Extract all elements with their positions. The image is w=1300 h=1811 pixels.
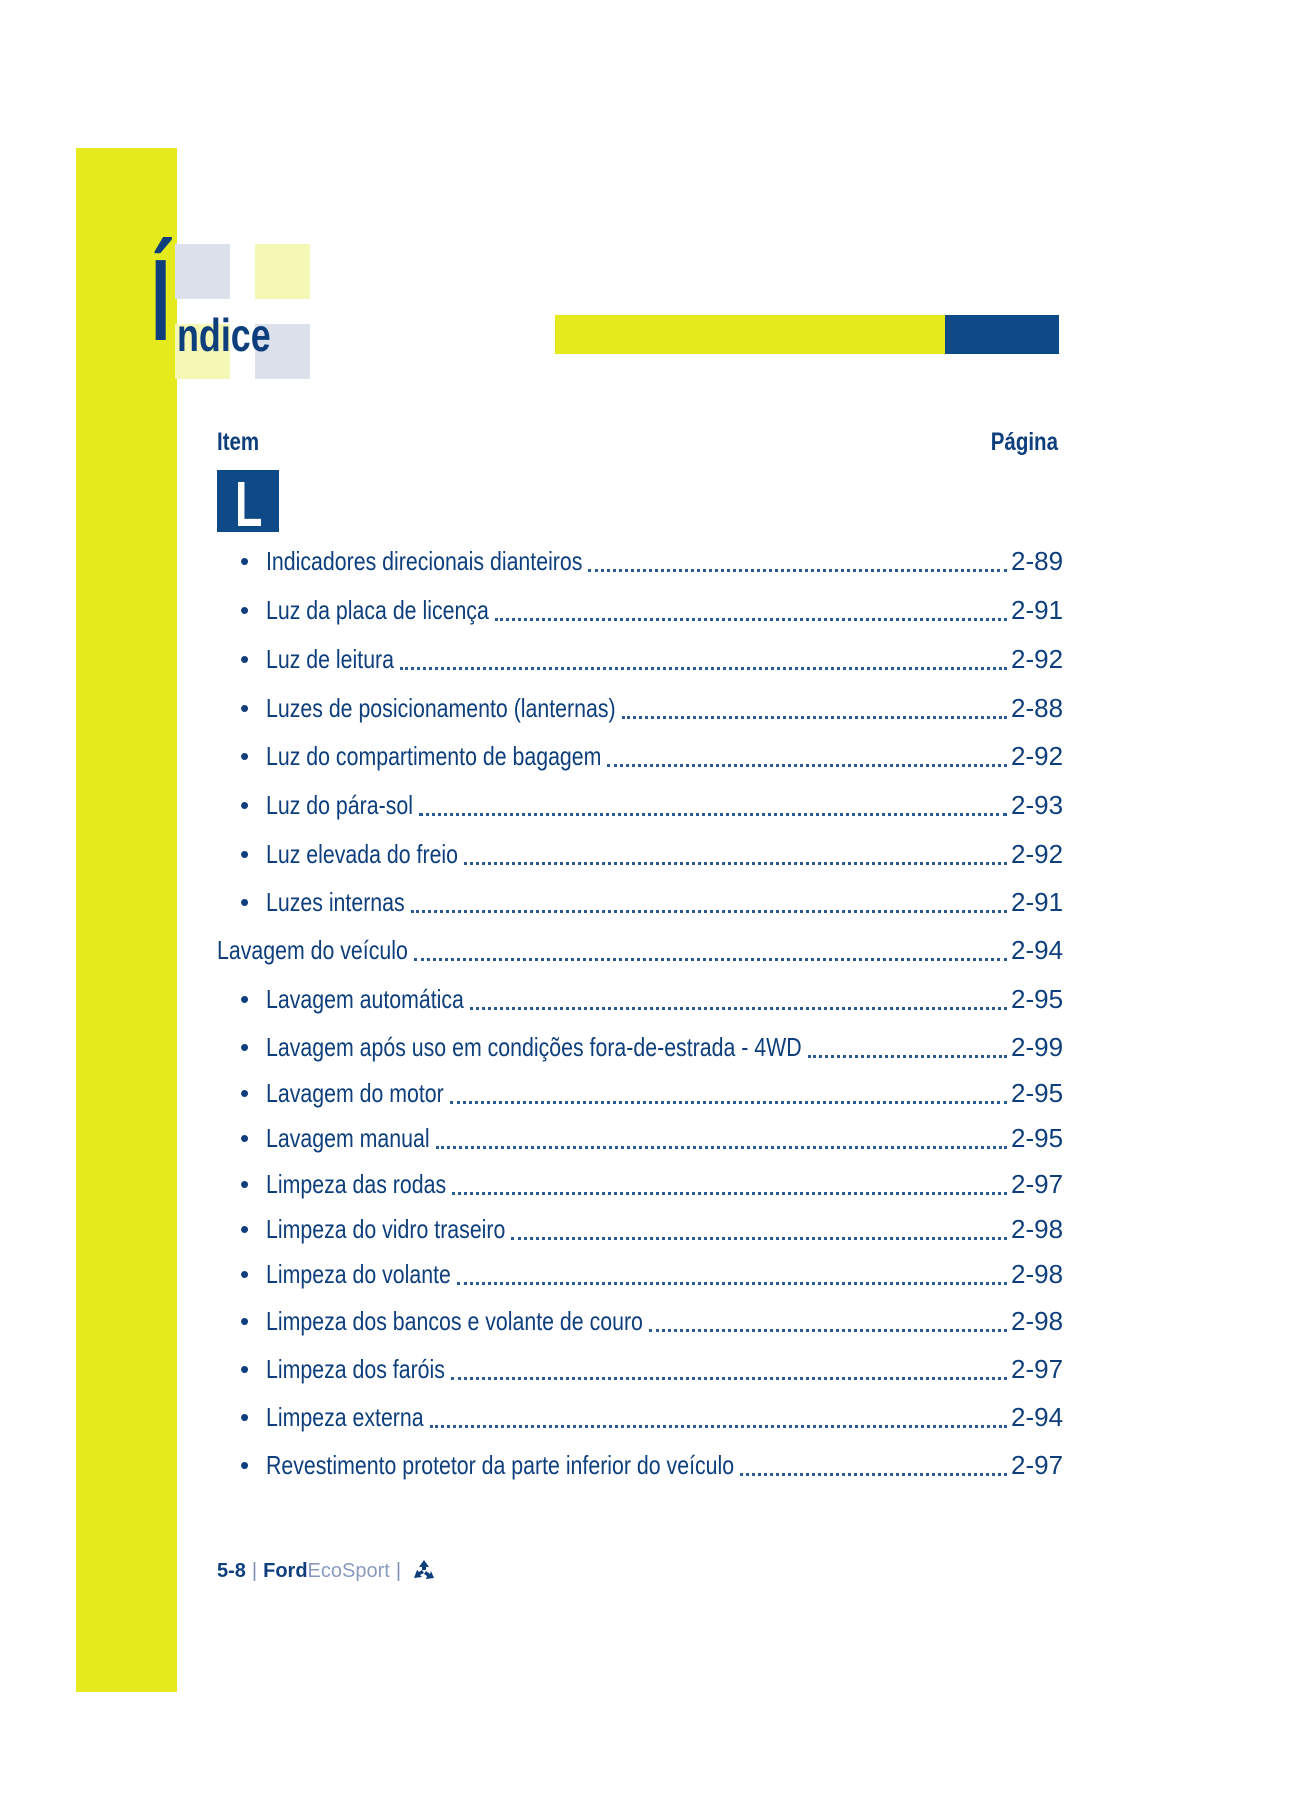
toc-entry-page: 2-97 bbox=[1011, 1450, 1064, 1480]
toc-entry-page: 2-95 bbox=[1011, 1123, 1064, 1153]
toc-leader-dots bbox=[511, 1236, 1007, 1240]
title-decor-square bbox=[175, 244, 230, 299]
toc-bullet: • bbox=[240, 984, 250, 1014]
toc-entry bbox=[240, 1398, 1064, 1432]
toc-bullet: • bbox=[240, 693, 250, 723]
toc-leader-dots bbox=[400, 666, 1007, 670]
toc-leader-dots bbox=[451, 1376, 1007, 1380]
toc-bullet: • bbox=[240, 1402, 250, 1432]
toc-entry-page: 2-89 bbox=[1011, 546, 1064, 576]
toc-entry-label: Limpeza dos faróis bbox=[266, 1354, 445, 1384]
toc-bullet: • bbox=[240, 644, 250, 674]
toc-leader-dots bbox=[450, 1100, 1007, 1104]
toc-leader-dots bbox=[457, 1281, 1007, 1285]
toc-entry-label: Luz do pára-sol bbox=[266, 790, 413, 820]
toc-bullet: • bbox=[240, 1123, 250, 1153]
footer-brand-ford: Ford bbox=[263, 1559, 308, 1582]
toc-entry bbox=[240, 737, 1064, 771]
toc-entry-label: Luzes internas bbox=[266, 887, 405, 917]
toc-entry-label: Lavagem manual bbox=[266, 1123, 430, 1153]
recycle-icon bbox=[411, 1558, 437, 1584]
page-title-initial: Í bbox=[151, 235, 170, 365]
toc-leader-dots bbox=[808, 1054, 1007, 1058]
footer bbox=[217, 1556, 437, 1586]
toc-bullet: • bbox=[240, 1078, 250, 1108]
toc-entry bbox=[240, 1446, 1064, 1480]
toc-entry bbox=[240, 1028, 1064, 1062]
toc-leader-dots bbox=[411, 909, 1007, 913]
toc-entry-page: 2-98 bbox=[1011, 1306, 1064, 1336]
toc-entry-label: Limpeza do volante bbox=[266, 1259, 451, 1289]
toc-entry bbox=[240, 591, 1064, 625]
toc-entry-page: 2-92 bbox=[1011, 741, 1064, 771]
sidebar-stripe bbox=[76, 148, 177, 1692]
title-decor-square bbox=[255, 244, 310, 299]
toc-entry bbox=[240, 980, 1064, 1014]
toc-entry-label: Lavagem após uso em condições fora-de-estrada - 4WD bbox=[266, 1032, 802, 1062]
toc-entry bbox=[240, 689, 1064, 723]
toc-bullet: • bbox=[240, 1032, 250, 1062]
toc-entry bbox=[240, 1165, 1064, 1199]
column-header-page: Página bbox=[990, 428, 1058, 456]
toc-entry bbox=[240, 786, 1064, 820]
toc-leader-dots bbox=[430, 1424, 1007, 1428]
toc-entry bbox=[217, 931, 1064, 965]
footer-separator: | bbox=[251, 1559, 258, 1582]
toc-bullet: • bbox=[240, 1306, 250, 1336]
toc-entry-page: 2-91 bbox=[1011, 887, 1064, 917]
toc-entry-label: Luzes de posicionamento (lanternas) bbox=[266, 693, 616, 723]
toc-entry-label: Lavagem do motor bbox=[266, 1078, 444, 1108]
toc-entry bbox=[240, 1210, 1064, 1244]
toc-leader-dots bbox=[588, 568, 1007, 572]
toc-entry-page: 2-88 bbox=[1011, 693, 1064, 723]
toc-entry-page: 2-94 bbox=[1011, 935, 1064, 965]
footer-page-number: 5-8 bbox=[217, 1559, 246, 1582]
toc-leader-dots bbox=[622, 715, 1007, 719]
header-bar-blue bbox=[945, 315, 1059, 354]
toc-entry-page: 2-92 bbox=[1011, 644, 1064, 674]
toc-leader-dots bbox=[419, 812, 1007, 816]
toc-entry-label: Luz do compartimento de bagagem bbox=[266, 741, 602, 771]
toc-entry-label: Luz elevada do freio bbox=[266, 839, 459, 869]
toc-entry-page: 2-92 bbox=[1011, 839, 1064, 869]
toc-bullet: • bbox=[240, 887, 250, 917]
toc-leader-dots bbox=[414, 957, 1007, 961]
toc-entry-label: Indicadores direcionais dianteiros bbox=[266, 546, 583, 576]
toc-entry-page: 2-91 bbox=[1011, 595, 1064, 625]
toc-bullet: • bbox=[240, 1450, 250, 1480]
toc-leader-dots bbox=[607, 763, 1007, 767]
toc-entry-label: Lavagem automática bbox=[266, 984, 464, 1014]
page-title-rest: ndice bbox=[177, 309, 271, 361]
toc-entry-page: 2-93 bbox=[1011, 790, 1064, 820]
toc-bullet: • bbox=[240, 1354, 250, 1384]
toc-entry-label: Luz da placa de licença bbox=[266, 595, 489, 625]
toc-entry-label: Limpeza dos bancos e volante de couro bbox=[266, 1306, 643, 1336]
toc-leader-dots bbox=[649, 1328, 1007, 1332]
toc-entry-page: 2-94 bbox=[1011, 1402, 1064, 1432]
toc-bullet: • bbox=[240, 595, 250, 625]
toc-entry-page: 2-95 bbox=[1011, 984, 1064, 1014]
section-letter: L bbox=[235, 470, 263, 532]
toc-entry-page: 2-98 bbox=[1011, 1259, 1064, 1289]
toc-bullet: • bbox=[240, 546, 250, 576]
toc-entry bbox=[240, 542, 1064, 576]
toc-leader-dots bbox=[470, 1006, 1007, 1010]
toc-entry bbox=[240, 1255, 1064, 1289]
toc-leader-dots bbox=[495, 617, 1007, 621]
toc-bullet: • bbox=[240, 741, 250, 771]
toc-entry bbox=[240, 1302, 1064, 1336]
toc-entry-page: 2-99 bbox=[1011, 1032, 1064, 1062]
toc-entry bbox=[240, 1074, 1064, 1108]
toc-leader-dots bbox=[464, 861, 1007, 865]
toc-entry-page: 2-98 bbox=[1011, 1214, 1064, 1244]
section-letter-block bbox=[217, 470, 279, 532]
toc-bullet: • bbox=[240, 1214, 250, 1244]
toc-bullet: • bbox=[240, 1169, 250, 1199]
toc-entry-label: Limpeza externa bbox=[266, 1402, 424, 1432]
toc-bullet: • bbox=[240, 790, 250, 820]
toc-entry-label: Luz de leitura bbox=[266, 644, 395, 674]
toc-entry bbox=[240, 640, 1064, 674]
footer-separator-2: | bbox=[395, 1559, 402, 1582]
toc-entry bbox=[240, 883, 1064, 917]
toc-bullet: • bbox=[240, 1259, 250, 1289]
toc-entry bbox=[240, 1119, 1064, 1153]
column-header-item: Item bbox=[217, 428, 260, 456]
toc-entry-page: 2-97 bbox=[1011, 1354, 1064, 1384]
toc-bullet: • bbox=[240, 839, 250, 869]
toc-leader-dots bbox=[452, 1191, 1007, 1195]
toc-entry-page: 2-97 bbox=[1011, 1169, 1064, 1199]
toc-entry bbox=[240, 1350, 1064, 1384]
toc-entry-page: 2-95 bbox=[1011, 1078, 1064, 1108]
footer-brand-model: EcoSport bbox=[307, 1559, 390, 1582]
toc-leader-dots bbox=[436, 1145, 1007, 1149]
toc-entry bbox=[240, 835, 1064, 869]
toc-entry-label: Revestimento protetor da parte inferior do veículo bbox=[266, 1450, 735, 1480]
toc-entry-label: Limpeza do vidro traseiro bbox=[266, 1214, 506, 1244]
header-bar-yellow bbox=[555, 315, 945, 354]
toc-entry-label: Limpeza das rodas bbox=[266, 1169, 447, 1199]
toc-entry-label: Lavagem do veículo bbox=[217, 935, 408, 965]
toc-leader-dots bbox=[740, 1472, 1007, 1476]
